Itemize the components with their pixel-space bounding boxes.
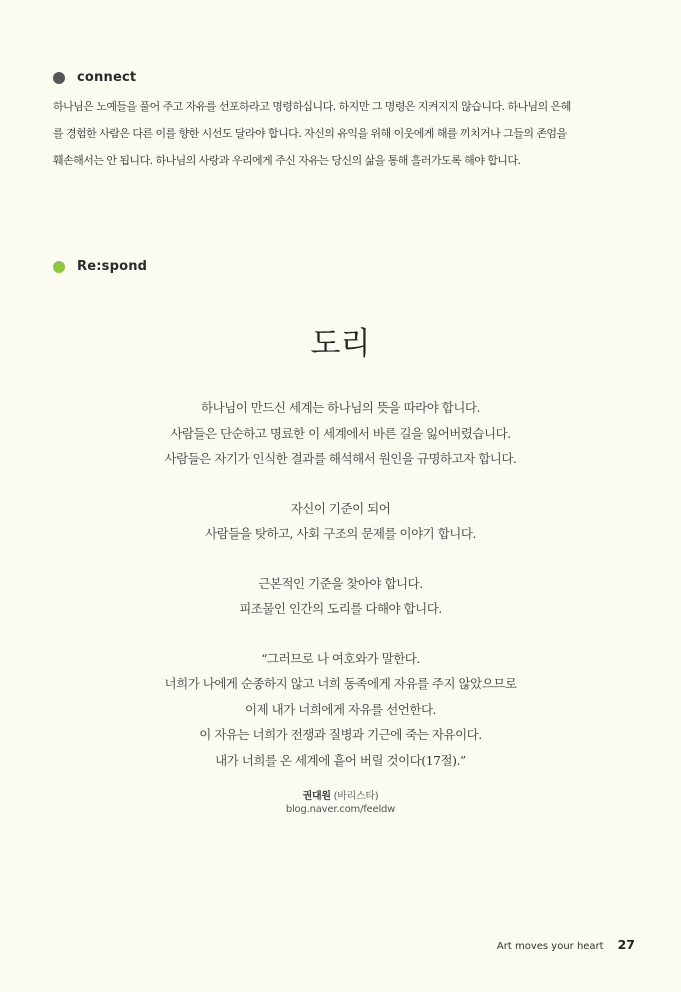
poem-line: 사람들은 자기가 인식한 결과를 해석해서 원인을 규명하고자 합니다. — [164, 451, 517, 466]
poem-line: 내가 너희를 온 세계에 흩어 버릴 것이다(17절).” — [215, 752, 466, 768]
author-name: 권대원 — [302, 791, 331, 802]
connect-bullet-icon — [53, 72, 65, 84]
poem-stanza — [0, 646, 681, 774]
respond-bullet-icon — [53, 261, 65, 273]
author-role: (바리스타) — [333, 791, 379, 802]
poem-title: 도리 — [310, 326, 371, 362]
poem-line: “그러므로 나 여호와가 말한다. — [261, 650, 420, 666]
poem-line: 근본적인 기준을 찾아야 합니다. — [258, 575, 423, 591]
poem-body — [0, 395, 681, 797]
page-footer — [497, 937, 635, 952]
respond-title: Re:spond — [77, 259, 148, 274]
poem-stanza — [0, 395, 681, 472]
poem-line: 피조물인 인간의 도리를 다해야 합니다. — [239, 601, 442, 616]
connect-paragraph — [53, 93, 638, 174]
connect-header — [53, 70, 136, 85]
poem-line: 자신이 기준이 되어 — [290, 500, 391, 516]
poem-stanza — [0, 571, 681, 622]
connect-line: 훼손해서는 안 됩니다. 하나님의 사랑과 우리에게 주신 자유는 당신의 삶을 통해 흘러가도록 해야 합니다. — [53, 154, 521, 167]
author-credit — [0, 787, 681, 802]
footer-tagline: Art moves your heart — [496, 941, 604, 952]
poem-line: 사람들을 탓하고, 사회 구조의 문제를 이야기 합니다. — [205, 526, 476, 541]
poem-line: 이제 내가 너희에게 자유를 선언한다. — [245, 701, 436, 717]
connect-line: 를 경험한 사람은 다른 이를 향한 시선도 달라야 합니다. 자신의 유익을 위해 이웃에게 해를 끼치거나 그들의 존엄을 — [53, 127, 567, 140]
poem-line: 너희가 나에게 순종하지 않고 너희 동족에게 자유를 주지 않았으므로 — [164, 676, 517, 691]
page-number: 27 — [617, 937, 635, 952]
connect-title: connect — [77, 70, 137, 85]
poem-line: 하나님이 만드신 세계는 하나님의 뜻을 따라야 합니다. — [201, 400, 480, 415]
connect-line: 하나님은 노예들을 풀어 주고 자유를 선포하라고 명령하십니다. 하지만 그 명령은 지켜지지 않습니다. 하나님의 은혜 — [53, 100, 571, 113]
author-blog: blog.naver.com/feeldw — [285, 804, 396, 815]
poem-line: 이 자유는 너희가 전쟁과 질병과 기근에 죽는 자유이다. — [199, 727, 482, 742]
poem-line: 사람들은 단순하고 명료한 이 세계에서 바른 길을 잃어버렸습니다. — [170, 425, 511, 441]
poem-stanza — [0, 496, 681, 547]
respond-header — [53, 259, 147, 274]
